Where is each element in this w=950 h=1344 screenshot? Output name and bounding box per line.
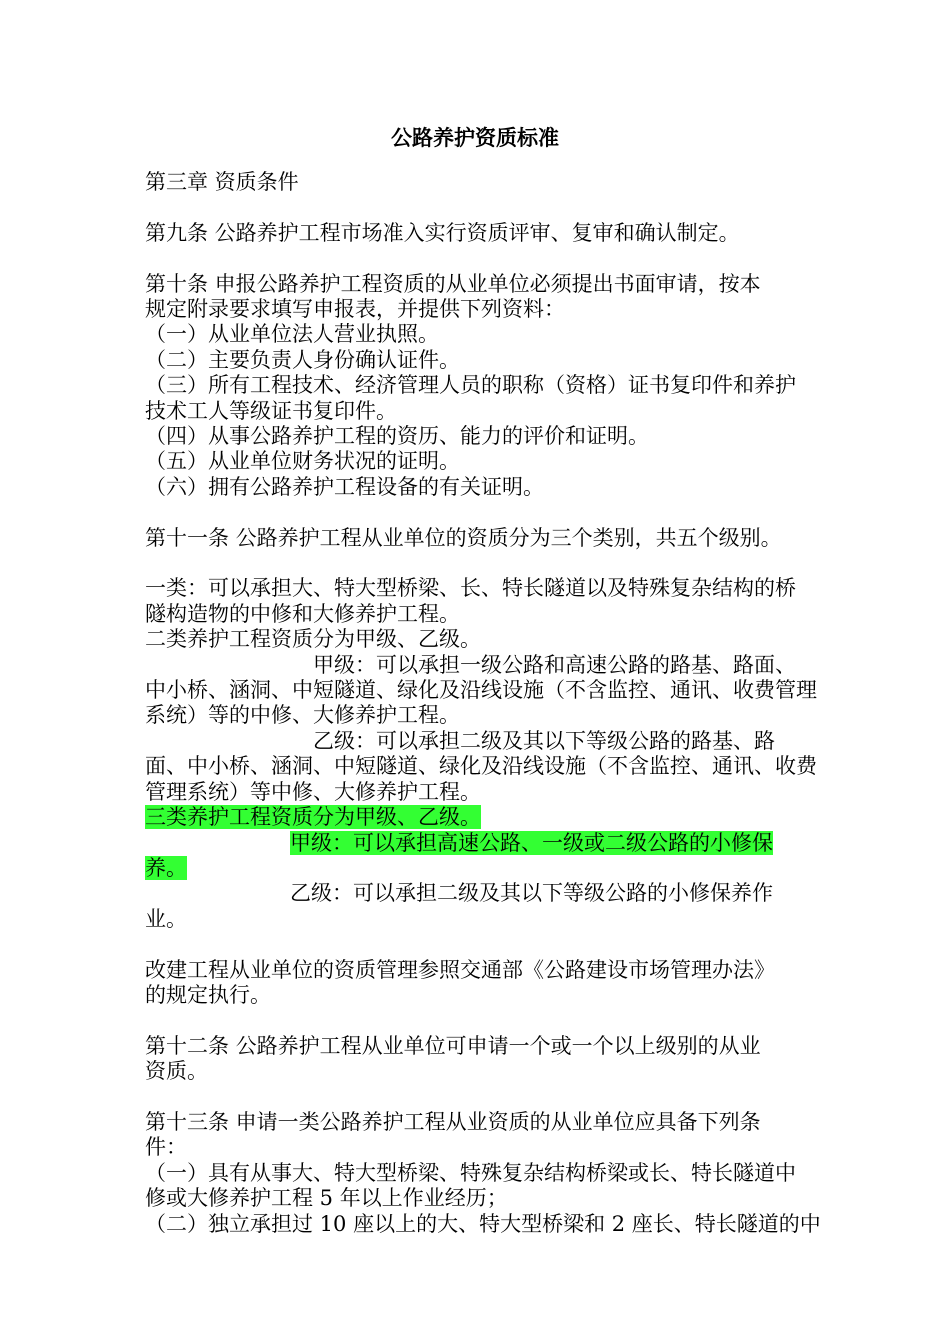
requirement-1-line-2: 修或大修养护工程 5 年以上作业经历； (145, 1186, 508, 1211)
requirement-1: （一）具有从事大、特大型桥梁、特殊复杂结构桥梁或长、特长隧道中 (145, 1160, 796, 1185)
class-2-grade-b-line-2: 面、中小桥、涵洞、中短隧道、绿化及沿线设施（不含监控、通讯、收费 (145, 754, 817, 779)
class-2-grade-a-line-2: 中小桥、涵洞、中短隧道、绿化及沿线设施（不含监控、通讯、收费管理 (145, 678, 817, 703)
list-item: （四）从事公路养护工程的资历、能力的评价和证明。 (145, 424, 649, 449)
list-item: （三）所有工程技术、经济管理人员的职称（资格）证书复印件和养护 (145, 373, 796, 398)
class-2-grade-a: 甲级：可以承担一级公路和高速公路的路基、路面、 (313, 652, 796, 677)
list-item-continuation: 技术工人等级证书复印件。 (145, 398, 397, 423)
requirement-2: （二）独立承担过 10 座以上的大、特大型桥梁和 2 座长、特长隧道的中 (145, 1211, 821, 1236)
chapter-heading: 第三章 资质条件 (145, 170, 299, 194)
class-2-heading: 二类养护工程资质分为甲级、乙级。 (145, 627, 481, 652)
rebuild-line-1: 改建工程从业单位的资质管理参照交通部《公路建设市场管理办法》 (145, 957, 775, 982)
article-10-line-1: 第十条 申报公路养护工程资质的从业单位必须提出书面审请，按本 (145, 271, 761, 296)
class-2-grade-b: 乙级：可以承担二级及其以下等级公路的路基、路 (313, 728, 775, 753)
rebuild-line-2: 的规定执行。 (145, 982, 271, 1007)
article-13-line-1: 第十三条 申请一类公路养护工程从业资质的从业单位应具备下列条 (145, 1109, 761, 1134)
class-3-grade-a-line-2: 养。 (145, 855, 187, 880)
article-13-line-2: 件： (145, 1135, 187, 1160)
document-title: 公路养护资质标准 (391, 126, 559, 150)
document-body (145, 170, 825, 1237)
list-item: （五）从业单位财务状况的证明。 (145, 449, 460, 474)
class-2-grade-b-line-3: 管理系统）等中修、大修养护工程。 (145, 779, 481, 804)
list-item: （六）拥有公路养护工程设备的有关证明。 (145, 474, 544, 499)
article-12-line-1: 第十二条 公路养护工程从业单位可申请一个或一个以上级别的从业 (145, 1033, 761, 1058)
class-2-grade-a-line-3: 系统）等的中修、大修养护工程。 (145, 703, 460, 728)
class-3-grade-b-line-2: 业。 (145, 906, 187, 931)
list-item: （一）从业单位法人营业执照。 (145, 322, 439, 347)
article-10-line-2: 规定附录要求填写申报表，并提供下列资料： (145, 297, 565, 321)
class-3-grade-b: 乙级：可以承担二级及其以下等级公路的小修保养作 (290, 881, 773, 906)
article-12-line-2: 资质。 (145, 1059, 208, 1084)
class-1-line-1: 一类：可以承担大、特大型桥梁、长、特长隧道以及特殊复杂结构的桥 (145, 576, 796, 601)
class-3-heading: 三类养护工程资质分为甲级、乙级。 (145, 805, 481, 830)
class-3-grade-a: 甲级：可以承担高速公路、一级或二级公路的小修保 (290, 830, 773, 855)
class-1-line-2: 隧构造物的中修和大修养护工程。 (145, 601, 460, 626)
list-item: （二）主要负责人身份确认证件。 (145, 347, 460, 372)
article-11: 第十一条 公路养护工程从业单位的资质分为三个类别，共五个级别。 (145, 525, 782, 550)
article-9: 第九条 公路养护工程市场准入实行资质评审、复审和确认制定。 (145, 220, 740, 245)
